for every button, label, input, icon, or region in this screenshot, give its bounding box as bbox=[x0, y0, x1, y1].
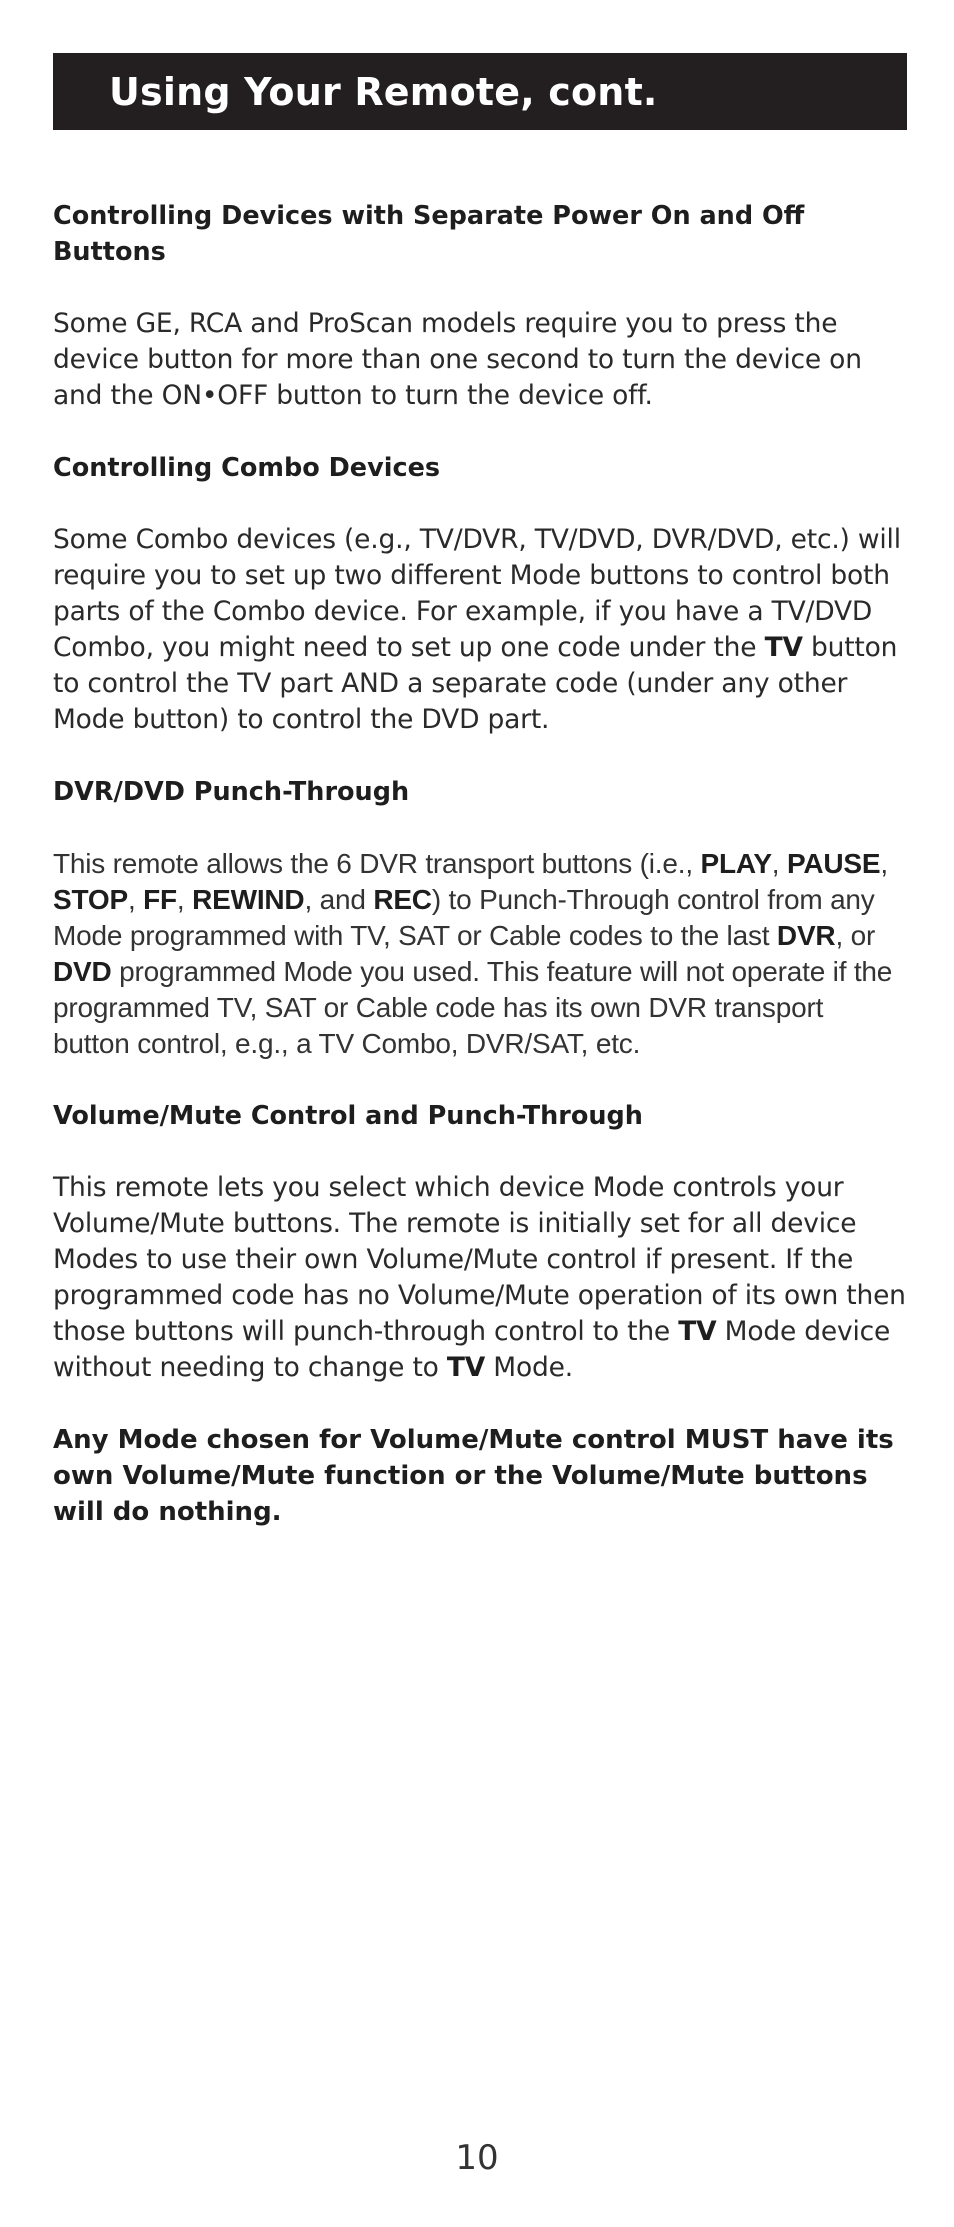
text-run: , or bbox=[835, 920, 876, 951]
bold-term-tv: TV bbox=[678, 1316, 717, 1347]
manual-page bbox=[53, 53, 907, 1530]
bold-term-stop: STOP bbox=[53, 884, 128, 915]
text-run: , bbox=[127, 884, 144, 915]
text-run: Mode. bbox=[485, 1352, 573, 1383]
section-heading-combo: Controlling Combo Devices bbox=[53, 453, 441, 483]
text-run: , bbox=[176, 884, 193, 915]
bold-term-dvd: DVD bbox=[53, 956, 112, 987]
section-text-volume bbox=[53, 1170, 907, 1386]
bold-term-tv: TV bbox=[764, 632, 803, 663]
bold-term-rewind: REWIND bbox=[192, 884, 305, 915]
text-run: , bbox=[880, 848, 888, 879]
section-text-power: Some GE, RCA and ProScan models require you to press the device button for more than one second to turn the device on and the ON•OFF button to turn the device off. bbox=[53, 308, 862, 411]
volume-warning-note: Any Mode chosen for Volume/Mute control MUST have its own Volume/Mute function or the Volume/Mute buttons will do nothing. bbox=[53, 1425, 894, 1527]
bold-term-dvr: DVR bbox=[776, 920, 836, 951]
page-title: Using Your Remote, cont. bbox=[109, 69, 658, 114]
section-heading-punch-through: DVR/DVD Punch-Through bbox=[53, 777, 410, 807]
text-run: Mode device without needing to change to bbox=[53, 1316, 891, 1383]
section-heading-power: Controlling Devices with Separate Power On and Off Buttons bbox=[53, 201, 805, 267]
text-run: , and bbox=[304, 884, 374, 915]
content bbox=[53, 198, 907, 1530]
bold-term-rec: REC bbox=[373, 884, 432, 915]
text-run: Some Combo devices (e.g., TV/DVR, TV/DVD, DVR/DVD, etc.) will require you to set up two different Mode buttons to control both parts of the Combo device. For example, if you have a TV/DVD Combo, you might need to set up one code under the bbox=[53, 524, 901, 663]
text-run: , bbox=[771, 848, 787, 879]
section-text-punch-through bbox=[53, 846, 907, 1062]
text-run: This remote lets you select which device Mode controls your Volume/Mute buttons. The remote is initially set for all device Modes to use their own Volume/Mute control if present. If the programmed code has no Volume/Mute operation of its own then those buttons will punch-through control to the bbox=[53, 1172, 906, 1347]
bold-term-pause: PAUSE bbox=[786, 848, 881, 879]
page-number: 10 bbox=[455, 2138, 499, 2178]
bold-term-tv: TV bbox=[446, 1352, 486, 1383]
section-heading-volume: Volume/Mute Control and Punch-Through bbox=[53, 1101, 643, 1131]
bold-term-play: PLAY bbox=[700, 848, 772, 879]
bold-term-ff: FF bbox=[143, 884, 177, 915]
text-run: This remote allows the 6 DVR transport buttons (i.e., bbox=[53, 848, 701, 879]
text-run: button to control the TV part AND a separate code (under any other Mode button) to control the DVD part. bbox=[53, 632, 898, 735]
text-run: programmed Mode you used. This feature will not operate if the programmed TV, SAT or Cable code has its own DVR transport button control, e.g., a TV Combo, DVR/SAT, etc. bbox=[53, 956, 893, 1059]
section-text-combo bbox=[53, 522, 907, 738]
text-run: ) to Punch-Through control from any Mode programmed with TV, SAT or Cable codes to the last bbox=[53, 884, 875, 951]
title-bar bbox=[53, 53, 907, 130]
